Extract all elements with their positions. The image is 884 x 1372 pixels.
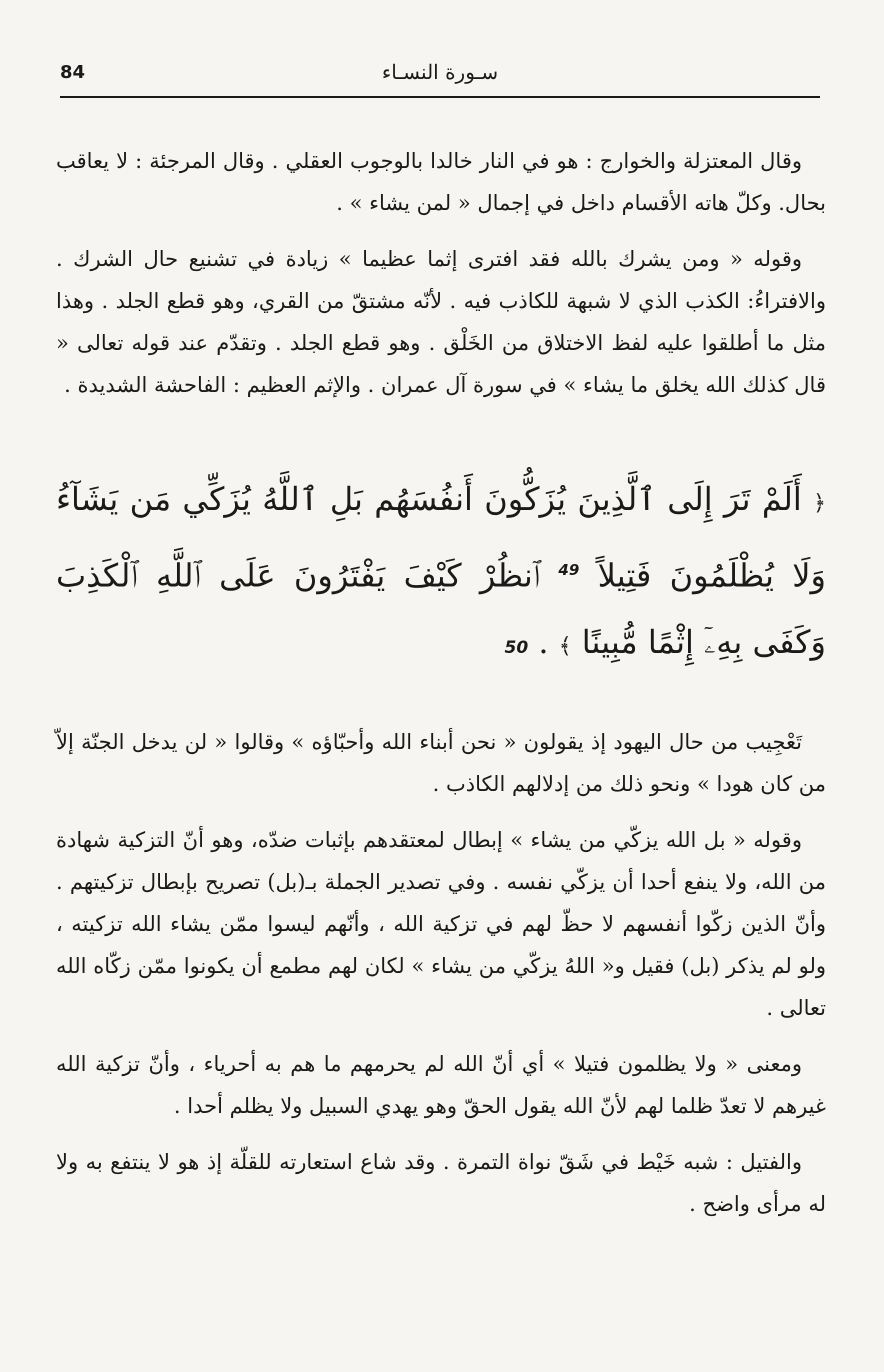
paragraph: وقال المعتزلة والخوارج : هو في النار خالدا بالوجوب العقلي . وقال المرجئة : لا يعاقب بحال. وكلّ هاته الأقسام داخل في إجمال « لمن يشاء » . (56, 149, 826, 215)
verse-end-mark: . (538, 622, 549, 661)
verse-text: أَلَمْ تَرَ إِلَى ٱلَّذِينَ يُزَكُّونَ أَنفُسَهُم بَلِ ٱللَّهُ يُزَكِّي مَن يَشَآءُ وَلَا يُظْلَمُونَ فَتِيلاً (56, 480, 827, 595)
running-title: سـورة النسـاء (381, 60, 499, 84)
paragraph: والفتيل : شبه خَيْط في شَقّ نواة التمرة . وقد شاع استعارته للقلّة إذ هو لا ينتفع به ولا له مرأى واضح . (56, 1149, 826, 1216)
quran-verse-block (56, 466, 826, 681)
verse-text: ٱنظُرْ كَيْفَ يَفْتَرُونَ عَلَى ٱللَّهِ ٱلْكَذِبَ وَكَفَى بِهِۦٓ إِثْمًا مُّبِينًا (56, 556, 826, 661)
page-number: 84 (60, 62, 86, 83)
verse-ornament-close: ﴾ (558, 633, 572, 659)
verse-ornament-open: ﴿ (813, 491, 827, 516)
page-body (56, 140, 826, 1239)
paragraph: ومعنى « ولا يظلمون فتيلا » أي أنّ الله لم يحرمهم ما هم به أحرياء ، وأنّ تزكية الله غيرهم لا تعدّ ظلما لهم لأنّ الله يقول الحقّ وهو يهدي السبيل ولا يظلم أحدا . (56, 1051, 826, 1118)
paragraph: وقوله « ومن يشرك بالله فقد افترى إثما عظيما » زيادة في تشنيع حال الشرك . والافتراءُ: الكذب الذي لا شبهة للكاذب فيه . لأنّه مشتقّ من القري، وهو قطع الجلد . وهذا مثل ما أطلقوا عليه لفظ الاختلاق من الخَلْق . وهو قطع الجلد . وتقدّم عند قوله تعالى « قال كذلك الله يخلق ما يشاء » في سورة آل عمران . والإثم العظيم : الفاحشة الشديدة . (56, 247, 826, 397)
verse-number: 50 (504, 637, 529, 658)
verse-number: 49 (558, 561, 580, 579)
paragraph: تَعْجِيب من حال اليهود إذ يقولون « نحن أبناء الله وأحبّاؤه » وقالوا « لن يدخل الجنّة إلاّ من كان هودا » ونحو ذلك من إدلالهم الكاذب . (56, 729, 826, 796)
paragraph: وقوله « بل الله يزكّي من يشاء » إبطال لمعتقدهم بإثبات ضدّه، وهو أنّ التزكية شهادة من الله، ولا ينفع أحدا أن يزكّي نفسه . وفي تصدير الجملة بـ(بل) تصريح بإبطال تزكيتهم . وأنّ الذين زكّوا أنفسهم لا حظّ لهم في تزكية الله ، وأنّهم ليسوا ممّن يشاء الله تزكيته ، ولو لم يذكر (بل) فقيل و« اللهُ يزكّي من يشاء » لكان لهم مطمع أن يكونوا ممّن زكّاه الله تعالى . (56, 827, 826, 1020)
page-header (60, 56, 820, 98)
